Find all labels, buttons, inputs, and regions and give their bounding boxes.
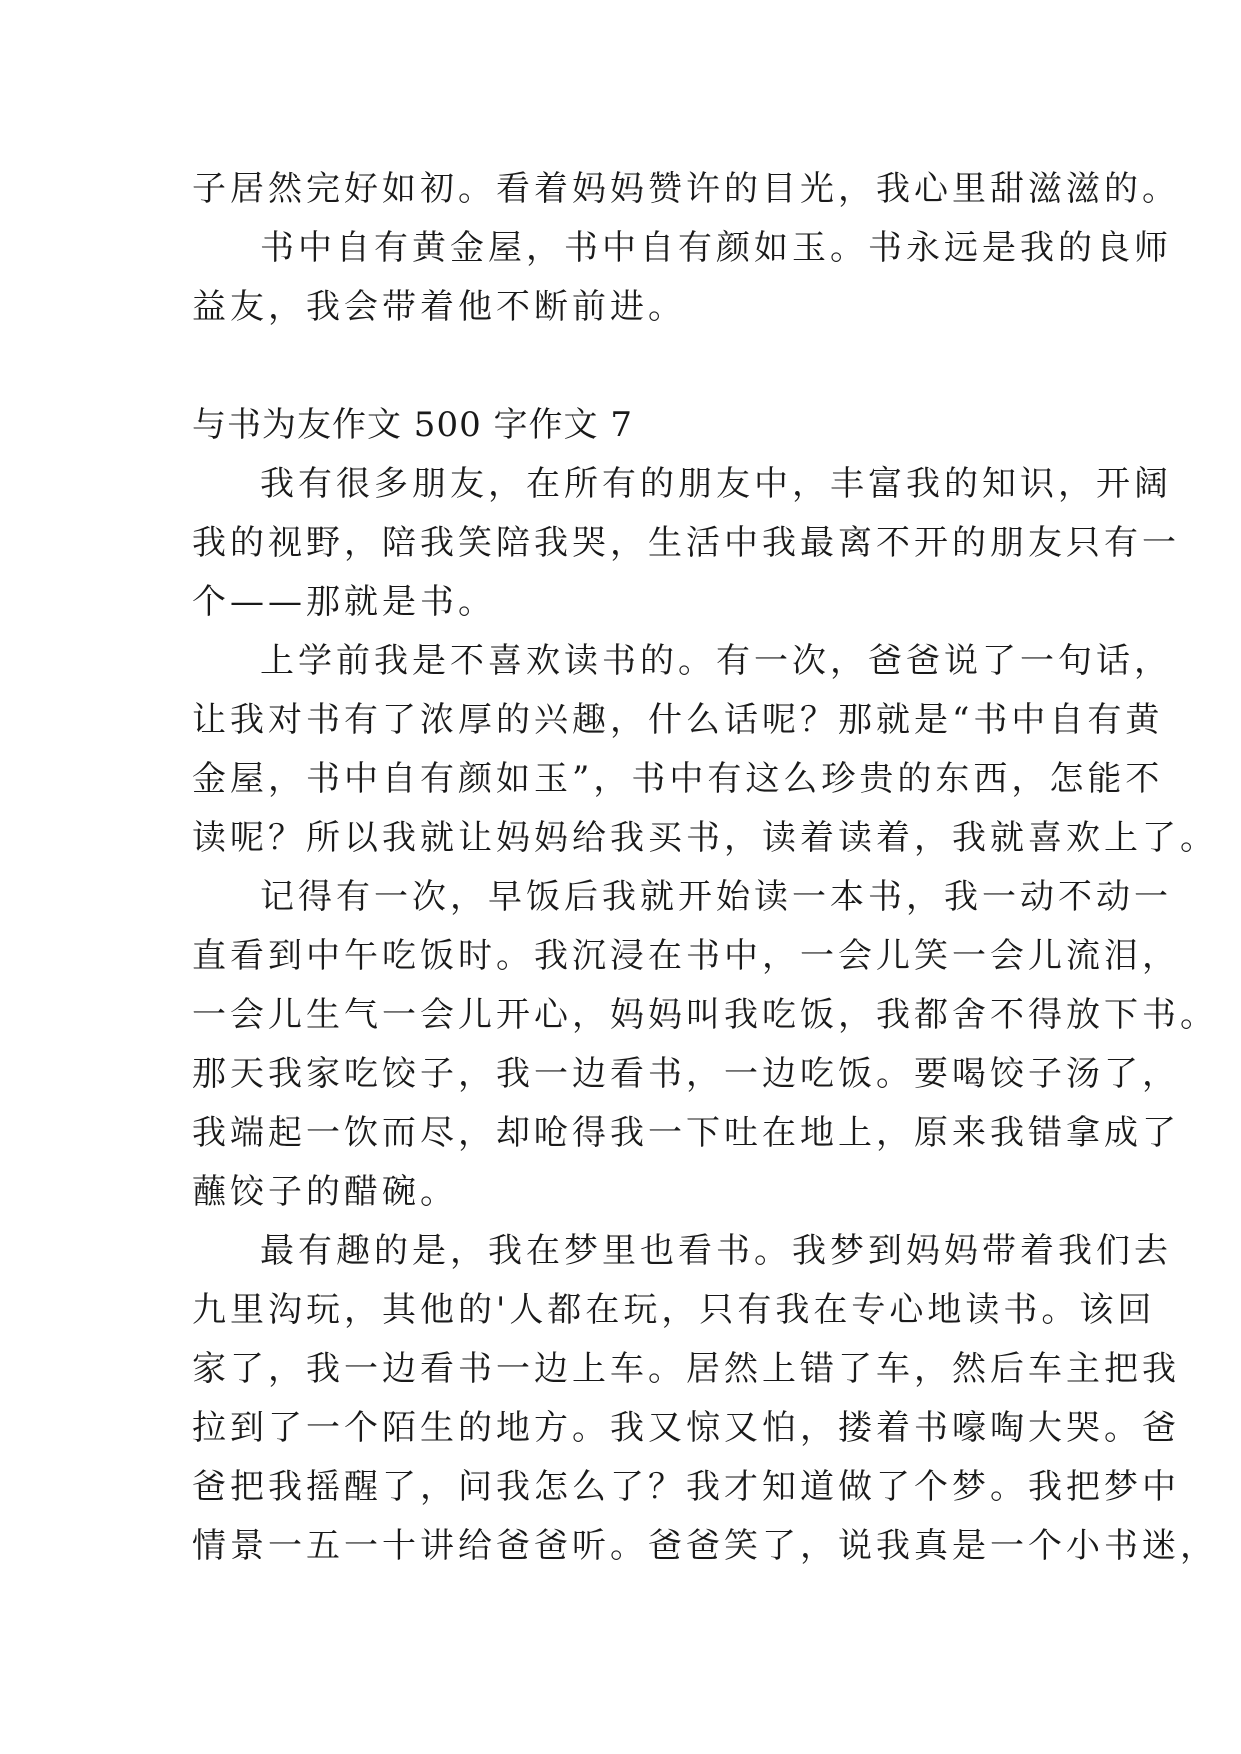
paragraph-line: 九里沟玩，其他的'人都在玩，只有我在专心地读书。该回 <box>192 1290 1156 1330</box>
paragraph-5 <box>192 868 1218 1222</box>
paragraph-line: 我有很多朋友，在所有的朋友中，丰富我的知识，开阔 <box>260 464 1172 504</box>
paragraph-3 <box>192 455 1180 632</box>
paragraph-line: 记得有一次，早饭后我就开始读一本书，我一动不动一 <box>260 877 1172 917</box>
paragraph-line: 爸把我摇醒了，问我怎么了？我才知道做了个梦。我把梦中 <box>192 1467 1180 1507</box>
paragraph-line: 让我对书有了浓厚的兴趣，什么话呢？那就是“书中自有黄 <box>192 700 1164 740</box>
section-spacer <box>192 337 1054 396</box>
paragraph-line: 金屋，书中自有颜如玉”，书中有这么珍贵的东西，怎能不 <box>192 759 1164 799</box>
section-title <box>192 396 1054 455</box>
paragraph-line: 书中自有黄金屋，书中自有颜如玉。书永远是我的良师 <box>260 228 1172 268</box>
paragraph-line: 情景一五一十讲给爸爸听。爸爸笑了，说我真是一个小书迷， <box>192 1526 1218 1566</box>
paragraph-line: 读呢？所以我就让妈妈给我买书，读着读着，我就喜欢上了。 <box>192 818 1218 858</box>
paragraph-line: 上学前我是不喜欢读书的。有一次，爸爸说了一句话， <box>260 641 1172 681</box>
paragraph-line: 子居然完好如初。看着妈妈赞许的目光，我心里甜滋滋的。 <box>192 169 1180 209</box>
essay-body <box>192 160 1218 1576</box>
paragraph-line: 益友，我会带着他不断前进。 <box>192 287 686 327</box>
paragraph-line: 拉到了一个陌生的地方。我又惊又怕，搂着书嚎啕大哭。爸 <box>192 1408 1180 1448</box>
paragraph-line: 直看到中午吃饭时。我沉浸在书中，一会儿笑一会儿流泪， <box>192 936 1180 976</box>
paragraph-6 <box>192 1222 1218 1576</box>
paragraph-line: 家了，我一边看书一边上车。居然上错了车，然后车主把我 <box>192 1349 1180 1389</box>
paragraph-line: 一会儿生气一会儿开心，妈妈叫我吃饭，我都舍不得放下书。 <box>192 995 1218 1035</box>
paragraph-line: 个——那就是书。 <box>192 582 496 622</box>
paragraph-4 <box>192 632 1218 868</box>
paragraph-line: 最有趣的是，我在梦里也看书。我梦到妈妈带着我们去 <box>260 1231 1172 1271</box>
section-title-text: 与书为友作文 500 字作文 7 <box>192 405 633 445</box>
paragraph-2 <box>192 219 1172 337</box>
paragraph-line: 我端起一饮而尽，却呛得我一下吐在地上，原来我错拿成了 <box>192 1113 1180 1153</box>
paragraph-line: 我的视野，陪我笑陪我哭，生活中我最离不开的朋友只有一 <box>192 523 1180 563</box>
paragraph-line: 蘸饺子的醋碗。 <box>192 1172 458 1212</box>
paragraph-1 <box>192 160 1180 219</box>
paragraph-line: 那天我家吃饺子，我一边看书，一边吃饭。要喝饺子汤了， <box>192 1054 1180 1094</box>
